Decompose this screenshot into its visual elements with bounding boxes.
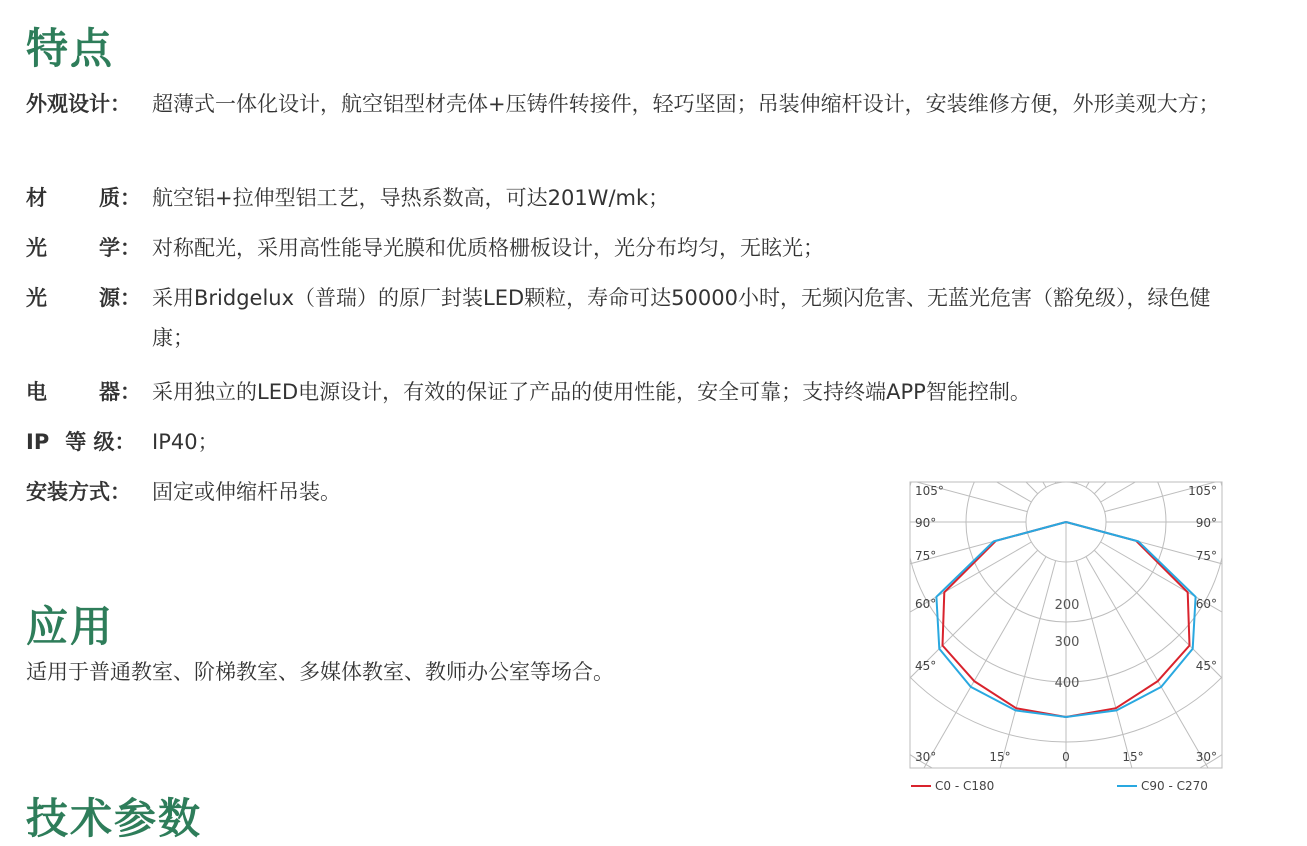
radial-value-label: 300 xyxy=(1054,635,1080,650)
polar-light-distribution-chart xyxy=(905,478,1225,798)
feature-text: 采用独立的LED电源设计，有效的保证了产品的使用性能，安全可靠；支持终端APP智能控制。 xyxy=(152,380,1031,404)
feature-row-appearance xyxy=(26,84,1226,124)
angle-label-right: 105° xyxy=(1188,484,1217,498)
feature-label: 安装方式： xyxy=(26,480,131,504)
feature-text: IP40； xyxy=(152,430,219,454)
feature-text: 对称配光，采用高性能导光膜和优质格栅板设计，光分布均匀，无眩光； xyxy=(152,236,824,260)
feature-label: 材 质： xyxy=(26,186,141,210)
angle-label-right: 60° xyxy=(1195,597,1217,611)
bottom-angle-label: 0 xyxy=(1062,750,1070,764)
angle-label-left: 60° xyxy=(915,597,937,611)
feature-label: 光 源： xyxy=(26,286,141,310)
feature-row-material xyxy=(26,178,1226,218)
legend-label: C0 - C180 xyxy=(935,779,995,793)
radial-value-label: 200 xyxy=(1054,598,1080,613)
angle-label-left: 45° xyxy=(915,659,937,673)
feature-label: 光 学： xyxy=(26,236,141,260)
tech-params-heading: 技术参数 xyxy=(26,794,203,843)
angle-label-right: 90° xyxy=(1195,516,1217,530)
polar-chart-svg xyxy=(905,478,1225,798)
feature-label: 电 器： xyxy=(26,380,141,404)
feature-label: IP 等 级： xyxy=(26,430,136,454)
feature-text: 超薄式一体化设计，航空铝型材壳体+压铸件转接件，轻巧坚固；吊装伸缩杆设计，安装维修方便，外形美观大方； xyxy=(152,92,1220,116)
bottom-angle-label: 15° xyxy=(1122,750,1144,764)
angle-label-right: 30° xyxy=(1195,750,1217,764)
legend-label: C90 - C270 xyxy=(1141,779,1208,793)
application-heading: 应用 xyxy=(26,602,115,651)
application-text: 适用于普通教室、阶梯教室、多媒体教室、教师办公室等场合。 xyxy=(26,660,614,684)
angle-label-left: 90° xyxy=(915,516,937,530)
feature-text: 固定或伸缩杆吊装。 xyxy=(152,480,341,504)
radial-value-label: 400 xyxy=(1054,676,1080,691)
feature-text: 采用Bridgelux（普瑞）的原厂封装LED颗粒，寿命可达50000小时，无频闪危害、无蓝光危害（豁免级），绿色健康； xyxy=(152,286,1211,350)
bottom-angle-label: 15° xyxy=(989,750,1011,764)
angle-label-left: 30° xyxy=(915,750,937,764)
feature-row-light-source xyxy=(26,278,1226,358)
feature-row-ip xyxy=(26,422,1226,462)
feature-row-optics xyxy=(26,228,1226,268)
angle-label-right: 75° xyxy=(1195,549,1217,563)
angle-label-left: 75° xyxy=(915,549,937,563)
features-heading: 特点 xyxy=(26,24,115,73)
feature-row-electrical xyxy=(26,372,1226,412)
feature-text: 航空铝+拉伸型铝工艺，导热系数高，可达201W/mk； xyxy=(152,186,670,210)
feature-label: 外观设计： xyxy=(26,92,131,116)
angle-label-right: 45° xyxy=(1195,659,1217,673)
angle-label-left: 105° xyxy=(915,484,944,498)
